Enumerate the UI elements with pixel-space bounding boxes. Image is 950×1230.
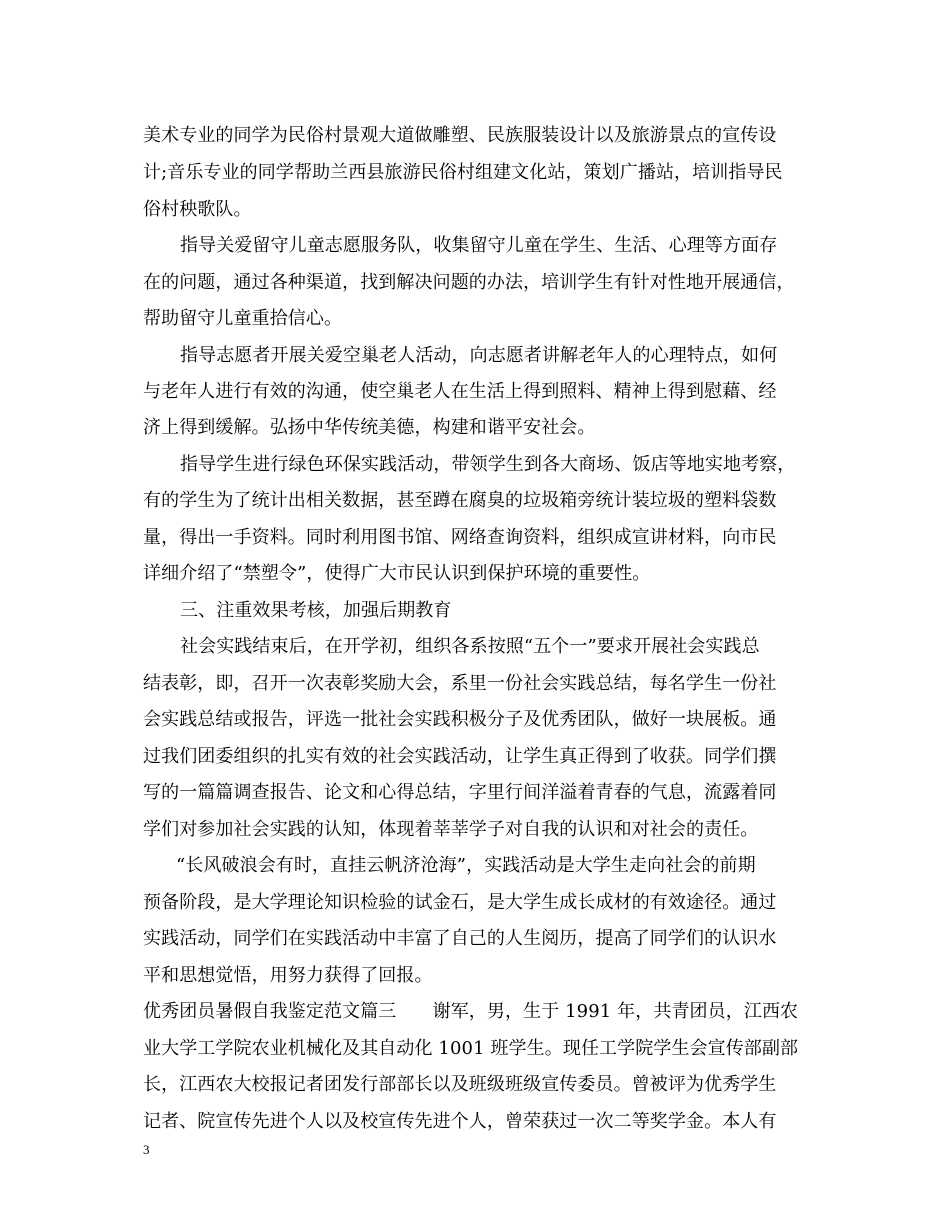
text-line: 帮助留守儿童重拾信心。 bbox=[143, 308, 343, 329]
text-line: 预备阶段，是大学理论知识检验的试金石，是大学生成长成材的有效途径。通过 bbox=[143, 892, 777, 913]
text-line: 详细介绍了“禁塑令”，使得广大市民认识到保护环境的重要性。 bbox=[143, 563, 651, 584]
paragraph-first-line: 指导关爱留守儿童志愿服务队，收集留守儿童在学生、生活、心理等方面存 bbox=[180, 235, 778, 256]
text-line: 在的问题，通过各种渠道，找到解决问题的办法，培训学生有针对性地开展通信， bbox=[143, 272, 795, 293]
text-line: 量，得出一手资料。同时利用图书馆、网络查询资料，组织成宣讲材料，向市民 bbox=[143, 527, 777, 548]
page-number: 3 bbox=[143, 1142, 150, 1157]
text-line: 记者、院宣传先进个人以及校宣传先进个人，曾荣获过一次二等奖学金。本人有 bbox=[143, 1111, 777, 1132]
text-line: 有的学生为了统计出相关数据，甚至蹲在腐臭的垃圾箱旁统计装垃圾的塑料袋数 bbox=[143, 490, 777, 511]
paragraph-first-line: 指导学生进行绿色环保实践活动，带领学生到各大商场、饭店等地实地考察， bbox=[180, 454, 796, 475]
paragraph-first-line: 指导志愿者开展关爱空巢老人活动，向志愿者讲解老年人的心理特点，如何 bbox=[180, 345, 778, 366]
text-line: 美术专业的同学为民俗村景观大道做雕塑、民族服装设计以及旅游景点的宣传设 bbox=[143, 125, 777, 146]
text-line: 会实践总结或报告，评选一批社会实践积极分子及优秀团队，做好一块展板。通 bbox=[143, 709, 777, 730]
text-line: 业大学工学院农业机械化及其自动化 1001 班学生。现任工学院学生会宣传部副部 bbox=[143, 1038, 799, 1059]
text-line: 过我们团委组织的扎实有效的社会实践活动，让学生真正得到了收获。同学们撰 bbox=[143, 746, 777, 767]
text-line: 实践活动，同学们在实践活动中丰富了自己的人生阅历，提高了同学们的认识水 bbox=[143, 928, 777, 949]
paragraph-first-line: “长风破浪会有时，直挂云帆济沧海”，实践活动是大学生走向社会的前期 bbox=[176, 855, 756, 876]
section-heading: 三、注重效果考核，加强后期教育 bbox=[180, 600, 452, 621]
text-line: 学们对参加社会实践的认知，体现着莘莘学子对自我的认识和对社会的责任。 bbox=[143, 819, 759, 840]
text-line: 俗村秧歌队。 bbox=[143, 199, 252, 220]
text-line: 计;音乐专业的同学帮助兰西县旅游民俗村组建文化站，策划广播站，培训指导民 bbox=[143, 162, 783, 183]
text-line: 平和思想觉悟，用努力获得了回报。 bbox=[143, 965, 433, 986]
text-line: 长，江西农大校报记者团发行部部长以及班级班级宣传委员。曾被评为优秀学生 bbox=[143, 1074, 777, 1095]
paragraph-first-line: 社会实践结束后，在开学初，组织各系按照“五个一”要求开展社会实践总 bbox=[180, 636, 760, 657]
text-line: 与老年人进行有效的沟通，使空巢老人在生活上得到照料、精神上得到慰藉、经 bbox=[143, 381, 777, 402]
text-line: 优秀团员暑假自我鉴定范文篇三 谢军，男，生于 1991 年，共青团员，江西农 bbox=[143, 1001, 799, 1022]
text-line: 写的一篇篇调查报告、论文和心得总结，字里行间洋溢着青春的气息，流露着同 bbox=[143, 782, 777, 803]
text-line: 结表彰，即，召开一次表彰奖励大会，系里一份社会实践总结，每名学生一份社 bbox=[143, 673, 777, 694]
text-line: 济上得到缓解。弘扬中华传统美德，构建和谐平安社会。 bbox=[143, 417, 596, 438]
